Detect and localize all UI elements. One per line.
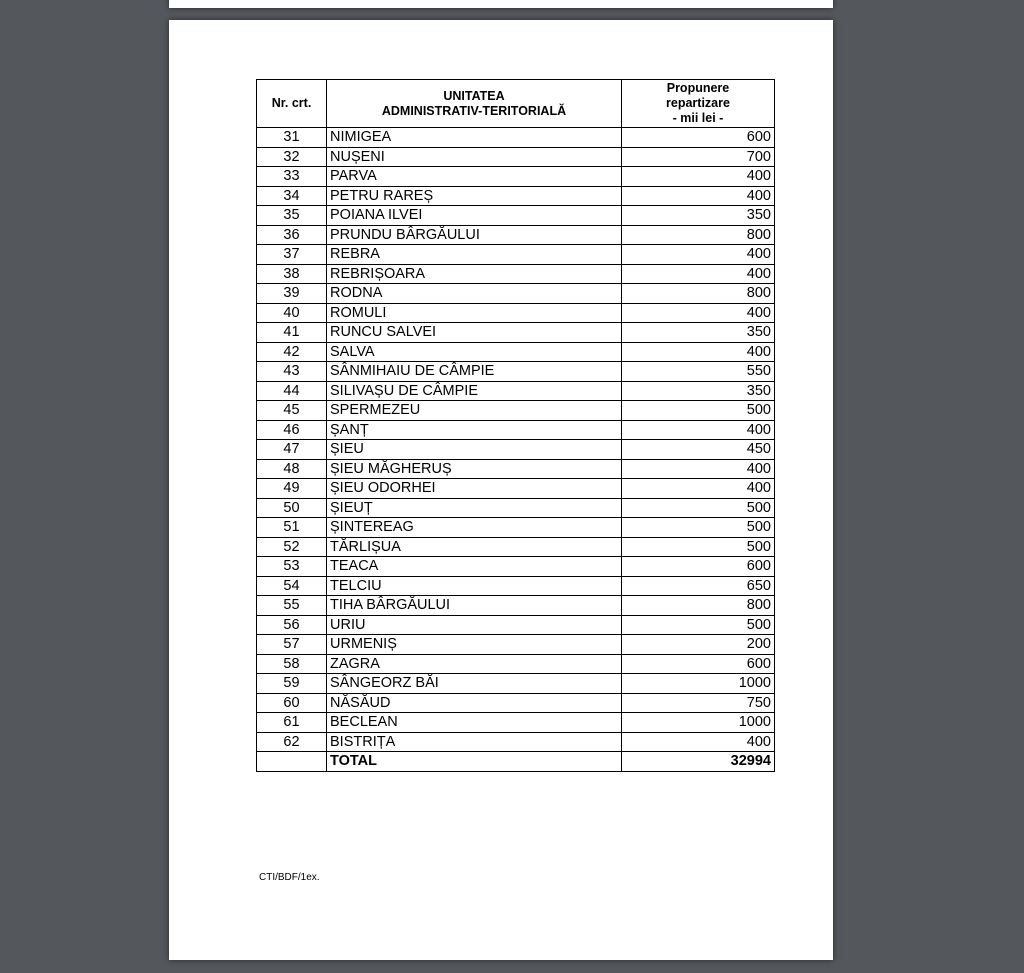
unit-name: ȘIEU MĂGHERUȘ [327, 459, 622, 479]
row-number: 53 [257, 557, 327, 577]
allocation-value: 400 [622, 342, 775, 362]
table-row [257, 654, 775, 674]
allocation-value: 400 [622, 186, 775, 206]
table-row [257, 303, 775, 323]
row-number: 59 [257, 674, 327, 694]
table-row [257, 615, 775, 635]
table-row [257, 167, 775, 187]
unit-name: NĂSĂUD [327, 693, 622, 713]
table-row [257, 206, 775, 226]
allocation-value: 500 [622, 498, 775, 518]
unit-name: SÂNMIHAIU DE CÂMPIE [327, 362, 622, 382]
allocation-value: 350 [622, 381, 775, 401]
allocation-value: 600 [622, 557, 775, 577]
unit-name: NUȘENI [327, 147, 622, 167]
row-number: 58 [257, 654, 327, 674]
allocation-value: 400 [622, 732, 775, 752]
row-number: 56 [257, 615, 327, 635]
allocation-value: 1000 [622, 674, 775, 694]
row-number: 57 [257, 635, 327, 655]
total-nr-cell [257, 752, 327, 772]
allocation-value: 200 [622, 635, 775, 655]
unit-name: ȘIEU ODORHEI [327, 479, 622, 499]
table-row [257, 596, 775, 616]
allocation-value: 500 [622, 615, 775, 635]
table-row [257, 713, 775, 733]
row-number: 33 [257, 167, 327, 187]
row-number: 48 [257, 459, 327, 479]
allocation-value: 400 [622, 459, 775, 479]
row-number: 50 [257, 498, 327, 518]
total-label: TOTAL [327, 752, 622, 772]
row-number: 51 [257, 518, 327, 538]
allocation-value: 350 [622, 323, 775, 343]
table-row [257, 323, 775, 343]
allocation-value: 600 [622, 654, 775, 674]
allocation-value: 400 [622, 303, 775, 323]
row-number: 34 [257, 186, 327, 206]
allocation-value: 350 [622, 206, 775, 226]
unit-name: RUNCU SALVEI [327, 323, 622, 343]
unit-name: ȘIEUȚ [327, 498, 622, 518]
row-number: 36 [257, 225, 327, 245]
table-row [257, 128, 775, 148]
table-row [257, 537, 775, 557]
row-number: 45 [257, 401, 327, 421]
total-row [257, 752, 775, 772]
allocation-value: 600 [622, 128, 775, 148]
unit-name: RODNA [327, 284, 622, 304]
row-number: 62 [257, 732, 327, 752]
row-number: 40 [257, 303, 327, 323]
unit-name: TELCIU [327, 576, 622, 596]
table-row [257, 576, 775, 596]
unit-name: BISTRIȚA [327, 732, 622, 752]
row-number: 41 [257, 323, 327, 343]
table-row [257, 518, 775, 538]
allocation-value: 750 [622, 693, 775, 713]
unit-name: ZAGRA [327, 654, 622, 674]
unit-name: BECLEAN [327, 713, 622, 733]
row-number: 32 [257, 147, 327, 167]
allocation-value: 800 [622, 225, 775, 245]
table-row [257, 342, 775, 362]
row-number: 54 [257, 576, 327, 596]
row-number: 44 [257, 381, 327, 401]
unit-name: TIHA BÂRGĂULUI [327, 596, 622, 616]
row-number: 52 [257, 537, 327, 557]
unit-name: SPERMEZEU [327, 401, 622, 421]
allocation-value: 400 [622, 264, 775, 284]
allocation-value: 800 [622, 596, 775, 616]
table-row [257, 557, 775, 577]
table-row [257, 284, 775, 304]
unit-name: SILIVAȘU DE CÂMPIE [327, 381, 622, 401]
allocation-value: 1000 [622, 713, 775, 733]
header-unit: UNITATEA ADMINISTRATIV-TERITORIALĂ [327, 80, 622, 128]
table-row [257, 440, 775, 460]
table-row [257, 732, 775, 752]
table-row [257, 693, 775, 713]
row-number: 31 [257, 128, 327, 148]
unit-name: NIMIGEA [327, 128, 622, 148]
table-row [257, 401, 775, 421]
total-value: 32994 [622, 752, 775, 772]
previous-page-edge [169, 0, 833, 8]
allocation-value: 500 [622, 518, 775, 538]
allocation-value: 500 [622, 537, 775, 557]
table-row [257, 459, 775, 479]
row-number: 38 [257, 264, 327, 284]
unit-name: SÂNGEORZ BĂI [327, 674, 622, 694]
table-row [257, 264, 775, 284]
row-number: 46 [257, 420, 327, 440]
unit-name: PETRU RAREȘ [327, 186, 622, 206]
unit-name: PRUNDU BÂRGĂULUI [327, 225, 622, 245]
row-number: 39 [257, 284, 327, 304]
unit-name: ȘANȚ [327, 420, 622, 440]
row-number: 37 [257, 245, 327, 265]
table-row [257, 186, 775, 206]
table-row [257, 674, 775, 694]
table-row [257, 381, 775, 401]
table-header-row [257, 80, 775, 128]
allocation-value: 400 [622, 479, 775, 499]
row-number: 42 [257, 342, 327, 362]
row-number: 61 [257, 713, 327, 733]
unit-name: POIANA ILVEI [327, 206, 622, 226]
allocation-value: 650 [622, 576, 775, 596]
allocation-value: 700 [622, 147, 775, 167]
allocation-value: 500 [622, 401, 775, 421]
allocation-value: 400 [622, 245, 775, 265]
row-number: 55 [257, 596, 327, 616]
table-row [257, 147, 775, 167]
allocation-table [256, 79, 775, 772]
unit-name: ȘIEU [327, 440, 622, 460]
allocation-value: 450 [622, 440, 775, 460]
unit-name: PARVA [327, 167, 622, 187]
unit-name: URIU [327, 615, 622, 635]
row-number: 49 [257, 479, 327, 499]
unit-name: ROMULI [327, 303, 622, 323]
row-number: 35 [257, 206, 327, 226]
table-row [257, 420, 775, 440]
table-row [257, 362, 775, 382]
row-number: 47 [257, 440, 327, 460]
row-number: 43 [257, 362, 327, 382]
unit-name: URMENIȘ [327, 635, 622, 655]
allocation-value: 400 [622, 420, 775, 440]
table-row [257, 635, 775, 655]
unit-name: REBRA [327, 245, 622, 265]
document-reference-code: CTI/BDF/1ex. [259, 872, 320, 883]
unit-name: ȘINTEREAG [327, 518, 622, 538]
header-nr: Nr. crt. [257, 80, 327, 128]
document-page [169, 20, 833, 960]
unit-name: TĂRLIȘUA [327, 537, 622, 557]
table-row [257, 479, 775, 499]
allocation-value: 550 [622, 362, 775, 382]
header-amount: Propunere repartizare - mii lei - [622, 80, 775, 128]
unit-name: SALVA [327, 342, 622, 362]
row-number: 60 [257, 693, 327, 713]
table-row [257, 498, 775, 518]
table-row [257, 225, 775, 245]
allocation-value: 800 [622, 284, 775, 304]
unit-name: REBRIȘOARA [327, 264, 622, 284]
allocation-value: 400 [622, 167, 775, 187]
unit-name: TEACA [327, 557, 622, 577]
table-row [257, 245, 775, 265]
